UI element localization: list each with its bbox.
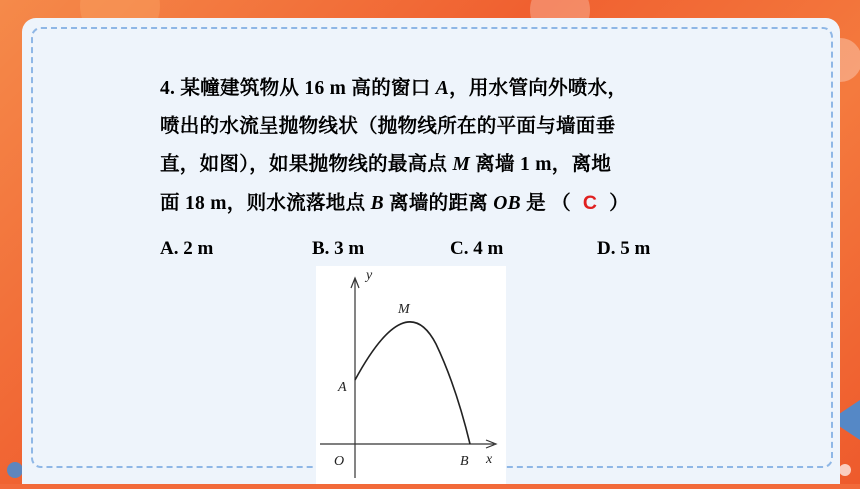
x-axis-label: x <box>486 452 493 467</box>
question-number: 4. <box>160 78 176 99</box>
parabola-figure <box>316 266 506 484</box>
var-m: M <box>452 154 471 175</box>
answer-mark: C <box>582 192 598 214</box>
point-a-label: A <box>338 380 347 395</box>
var-a: A <box>435 78 450 99</box>
question-text <box>160 70 720 222</box>
choice-d[interactable]: D. 5 m <box>597 238 651 259</box>
question-line-1: 4. 某幢建筑物从 16 m 高的窗口 A，用水管向外喷水， <box>160 78 628 99</box>
point-m-label: M <box>398 302 410 317</box>
point-b-label: B <box>460 454 469 469</box>
origin-label: O <box>334 454 345 469</box>
parabola-curve <box>355 322 470 444</box>
question-line-2: 喷出的水流呈抛物线状（抛物线所在的平面与墙面垂 <box>160 116 616 137</box>
var-ob: OB <box>493 193 521 214</box>
choice-a[interactable]: A. 2 m <box>160 238 214 259</box>
question-line-3: 直，如图），如果抛物线的最高点 M 离墙 1 m，离地 <box>160 154 612 175</box>
choice-b[interactable]: B. 3 m <box>312 238 365 259</box>
choice-c[interactable]: C. 4 m <box>450 238 504 259</box>
y-axis-label: y <box>366 268 373 283</box>
question-line-4: 面 18 m，则水流落地点 B 离墙的距离 OB 是 （ C ） <box>160 192 630 214</box>
var-b: B <box>370 193 384 214</box>
figure-graph <box>316 266 506 484</box>
